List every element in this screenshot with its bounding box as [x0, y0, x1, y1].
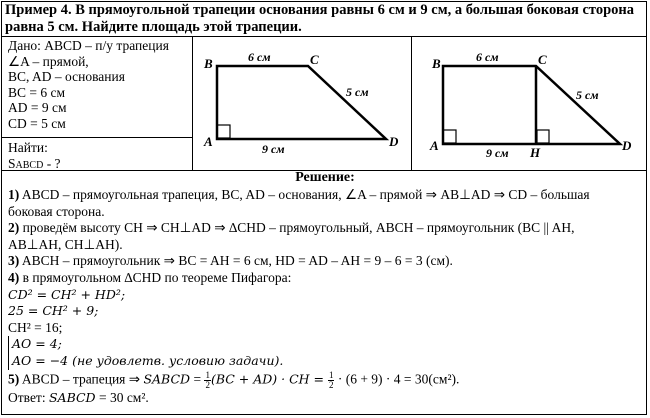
- fraction-half: $\frac{1}{2}$: [205, 369, 210, 390]
- label-bottom: 9 см: [486, 146, 509, 160]
- solution-step-4: 4) в прямоугольном ∆CHD по теореме Пифагора:: [8, 269, 292, 285]
- divider-figures: [411, 36, 412, 170]
- solution-title: Решение:: [295, 170, 355, 185]
- equation-system: [8, 336, 283, 369]
- vertex-d: D: [389, 134, 399, 149]
- solution-step-1-cont: боковая сторона.: [8, 203, 105, 219]
- vertex-b: B: [432, 56, 441, 71]
- given-block: [8, 38, 169, 132]
- divider-given-find: [1, 137, 192, 138]
- label-bottom: 9 см: [262, 142, 285, 156]
- divider-given: [192, 36, 193, 170]
- label-side: 5 см: [346, 85, 369, 99]
- fraction-half: $\frac{1}{2}$: [328, 369, 334, 390]
- label-top: 6 см: [476, 50, 499, 64]
- trapezoid-figure-1: [196, 44, 408, 158]
- divider-header: [1, 36, 647, 37]
- equation-ch-squared: CH² = 16;: [8, 319, 63, 335]
- trapezoid-figure-2: [420, 44, 642, 160]
- vertex-d: D: [622, 138, 632, 153]
- given-item: BC, AD – основания: [8, 69, 125, 85]
- solution-step-2-cont: AB⊥AH, CH⊥AH).: [8, 236, 123, 252]
- vertex-b: B: [204, 56, 213, 71]
- find-block: [8, 140, 61, 173]
- equation-pythagoras: CD² = CH² + HD²;: [8, 286, 126, 302]
- equation-substitution: 25 = CH² + 9;: [8, 303, 99, 319]
- system-root-2: AO = −4 (не удовлетв. условию задачи).: [12, 352, 284, 368]
- find-label: Найти:: [8, 140, 48, 155]
- given-item: BC = 6 см: [8, 84, 66, 100]
- problem-line-1: Пример 4. В прямоугольной трапеции основания равны 6 см и 9 см, а большая боковая сторона: [5, 2, 635, 18]
- label-top: 6 см: [248, 50, 271, 64]
- vertex-h: H: [530, 145, 541, 160]
- vertex-a: A: [204, 134, 213, 149]
- given-title: Дано: ABCD – п/у трапеция: [8, 38, 169, 53]
- vertex-c: C: [538, 52, 547, 67]
- solution-step-3: 3) ABCH – прямоугольник ⇒ BC = AH = 6 см, HD = AD – AH = 9 – 6 = 3 (см).: [8, 253, 453, 269]
- label-side: 5 см: [576, 88, 599, 102]
- solution-step-5: 5) ABCD – трапеция ⇒ SABCD = $\frac{1}{2}$ (BC + AD) · CH = $\frac{1}{2}$ · (6 + 9) · 4 = 30(см²).: [8, 369, 460, 390]
- problem-line-2: равна 5 см. Найдите площадь этой трапеции.: [5, 19, 302, 35]
- solution-body: [8, 187, 644, 406]
- solution-step-1: 1) ABCD – прямоугольная трапеция, BC, AD – основания, ∠A – прямой ⇒ AB⊥AD ⇒ CD – большая: [8, 187, 590, 202]
- given-item: CD = 5 см: [8, 115, 66, 131]
- solution-step-2: 2) проведём высоту CH ⇒ CH⊥AD ⇒ ∆CHD – прямоугольный, ABCH – прямоугольник (BC || AH,: [8, 220, 575, 236]
- given-item: AD = 9 см: [8, 100, 67, 116]
- given-item: ∠A – прямой,: [8, 53, 89, 69]
- answer-line: Ответ: SABCD = 30 см².: [8, 389, 149, 405]
- system-root-1: AO = 4;: [12, 336, 62, 352]
- find-target: SABCD - ?: [8, 155, 61, 171]
- vertex-a: A: [430, 138, 439, 153]
- vertex-c: C: [310, 52, 319, 67]
- problem-statement: [5, 2, 645, 36]
